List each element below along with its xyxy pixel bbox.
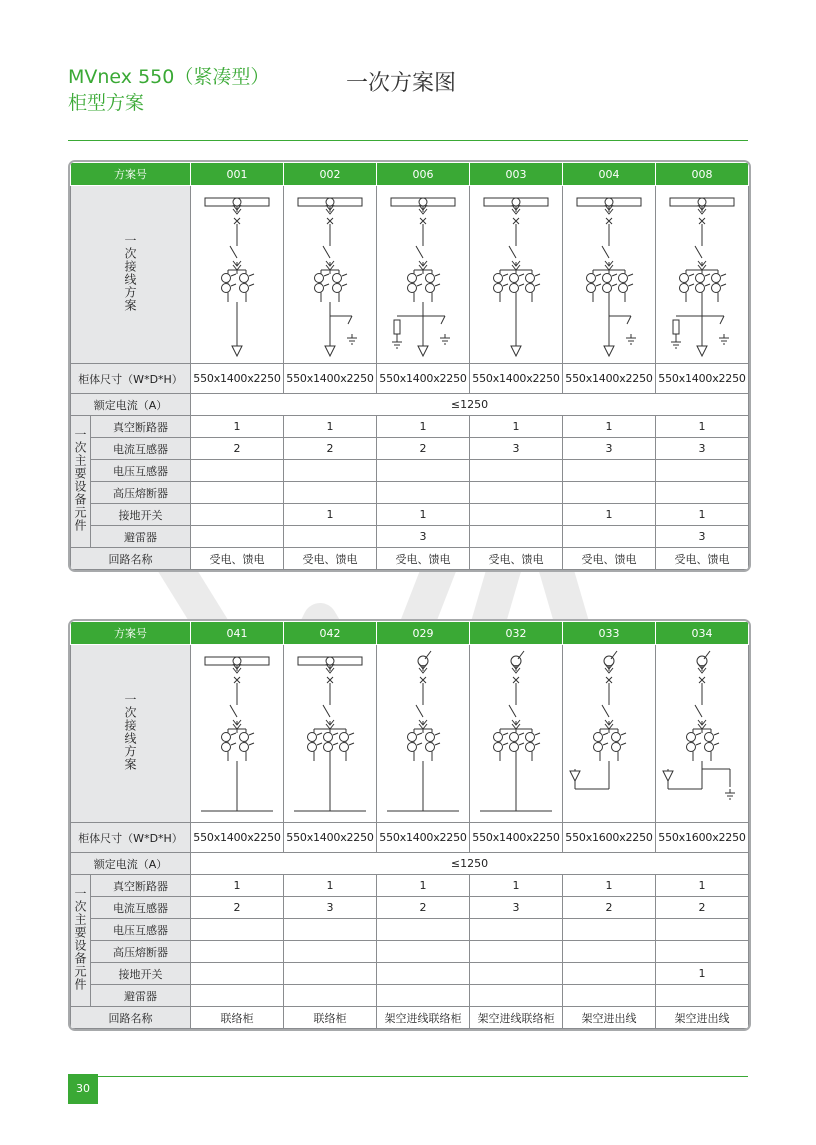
vacuum-breaker-label: 真空断路器	[91, 875, 191, 897]
rated-current-label: 额定电流（A）	[71, 394, 191, 416]
hv-fuse-qty	[656, 941, 749, 963]
scheme-table-1	[68, 160, 751, 572]
component-row	[71, 919, 749, 941]
component-row	[71, 504, 749, 526]
hv-fuse-qty	[377, 941, 470, 963]
circuit-name: 受电、馈电	[656, 548, 749, 570]
hv-fuse-qty	[470, 941, 563, 963]
vacuum-breaker-qty: 1	[377, 416, 470, 438]
surge-arrester-qty	[656, 985, 749, 1007]
vacuum-breaker-qty: 1	[377, 875, 470, 897]
single-line-diagram	[470, 186, 563, 364]
component-row	[71, 460, 749, 482]
dimensions-value: 550x1600x2250	[656, 823, 749, 853]
current-transformer-qty: 2	[284, 438, 377, 460]
voltage-transformer-qty	[377, 919, 470, 941]
rated-current-row	[71, 394, 749, 416]
diagram-label-cell	[71, 645, 191, 823]
single-line-diagram	[377, 645, 470, 823]
page-number: 30	[68, 1074, 98, 1104]
hv-fuse-qty	[191, 482, 284, 504]
surge-arrester-qty	[191, 526, 284, 548]
vacuum-breaker-qty: 1	[470, 416, 563, 438]
circuit-name-row	[71, 1007, 749, 1029]
dimensions-label: 柜体尺寸（W*D*H）	[71, 364, 191, 394]
diagram-svg	[565, 190, 653, 360]
rated-current-value: ≤1250	[191, 853, 749, 875]
earthing-switch-label: 接地开关	[91, 963, 191, 985]
current-transformer-qty: 3	[470, 897, 563, 919]
surge-arrester-qty	[563, 985, 656, 1007]
current-transformer-qty: 3	[284, 897, 377, 919]
current-transformer-qty: 2	[563, 897, 656, 919]
earthing-switch-qty	[563, 963, 656, 985]
scheme-no: 008	[656, 163, 749, 186]
scheme-no-label: 方案号	[71, 622, 191, 645]
current-transformer-qty: 2	[191, 897, 284, 919]
component-row	[71, 941, 749, 963]
earthing-switch-qty	[470, 963, 563, 985]
vacuum-breaker-label: 真空断路器	[91, 416, 191, 438]
diagram-svg	[379, 190, 467, 360]
voltage-transformer-qty	[191, 919, 284, 941]
current-transformer-qty: 2	[377, 897, 470, 919]
surge-arrester-label: 避雷器	[91, 526, 191, 548]
component-row	[71, 963, 749, 985]
hv-fuse-label: 高压熔断器	[91, 482, 191, 504]
voltage-transformer-qty	[563, 919, 656, 941]
vacuum-breaker-qty: 1	[563, 875, 656, 897]
diagram-row	[71, 645, 749, 823]
surge-arrester-qty	[470, 526, 563, 548]
scheme-grid	[70, 162, 749, 570]
rated-current-row	[71, 853, 749, 875]
surge-arrester-qty	[284, 985, 377, 1007]
scheme-no: 004	[563, 163, 656, 186]
dimensions-value: 550x1400x2250	[284, 364, 377, 394]
voltage-transformer-qty	[656, 460, 749, 482]
component-row	[71, 482, 749, 504]
dimensions-value: 550x1400x2250	[470, 823, 563, 853]
diagram-svg	[286, 190, 374, 360]
earthing-switch-qty: 1	[656, 504, 749, 526]
earthing-switch-qty	[191, 504, 284, 526]
scheme-no: 003	[470, 163, 563, 186]
circuit-name: 架空进出线	[563, 1007, 656, 1029]
scheme-no-row	[71, 163, 749, 186]
diagram-row	[71, 186, 749, 364]
earthing-switch-label: 接地开关	[91, 504, 191, 526]
single-line-diagram	[377, 186, 470, 364]
components-group-label: 一次主要设备元件	[73, 887, 87, 991]
diagram-svg	[565, 649, 653, 819]
vacuum-breaker-qty: 1	[470, 875, 563, 897]
dimensions-row	[71, 823, 749, 853]
circuit-name-label: 回路名称	[71, 548, 191, 570]
vacuum-breaker-qty: 1	[656, 416, 749, 438]
current-transformer-qty: 2	[377, 438, 470, 460]
footer-divider	[98, 1076, 748, 1077]
hv-fuse-qty	[563, 482, 656, 504]
diagram-label: 一次接线方案	[123, 693, 137, 771]
voltage-transformer-qty	[284, 460, 377, 482]
scheme-no: 006	[377, 163, 470, 186]
voltage-transformer-label: 电压互感器	[91, 919, 191, 941]
current-transformer-qty: 3	[656, 438, 749, 460]
single-line-diagram	[563, 186, 656, 364]
diagram-svg	[193, 190, 281, 360]
dimensions-value: 550x1400x2250	[656, 364, 749, 394]
diagram-svg	[286, 649, 374, 819]
component-row	[71, 897, 749, 919]
earthing-switch-qty: 1	[656, 963, 749, 985]
hv-fuse-qty	[284, 941, 377, 963]
components-group-cell	[71, 875, 91, 1007]
circuit-name-label: 回路名称	[71, 1007, 191, 1029]
header-divider	[68, 140, 748, 141]
rated-current-label: 额定电流（A）	[71, 853, 191, 875]
circuit-name: 架空进出线	[656, 1007, 749, 1029]
rated-current-value: ≤1250	[191, 394, 749, 416]
dimensions-value: 550x1400x2250	[191, 364, 284, 394]
earthing-switch-qty	[470, 504, 563, 526]
voltage-transformer-qty	[377, 460, 470, 482]
dimensions-value: 550x1400x2250	[563, 364, 656, 394]
earthing-switch-qty: 1	[563, 504, 656, 526]
component-row	[71, 438, 749, 460]
surge-arrester-qty	[470, 985, 563, 1007]
diagram-svg	[472, 649, 560, 819]
diagram-svg	[658, 190, 746, 360]
vacuum-breaker-qty: 1	[563, 416, 656, 438]
surge-arrester-label: 避雷器	[91, 985, 191, 1007]
voltage-transformer-qty	[284, 919, 377, 941]
scheme-no: 042	[284, 622, 377, 645]
scheme-no: 029	[377, 622, 470, 645]
dimensions-value: 550x1400x2250	[191, 823, 284, 853]
single-line-diagram	[656, 186, 749, 364]
hv-fuse-qty	[656, 482, 749, 504]
circuit-name: 受电、馈电	[284, 548, 377, 570]
current-transformer-qty: 2	[656, 897, 749, 919]
scheme-no: 041	[191, 622, 284, 645]
earthing-switch-qty: 1	[284, 504, 377, 526]
components-group-label: 一次主要设备元件	[73, 428, 87, 532]
dimensions-row	[71, 364, 749, 394]
diagram-svg	[193, 649, 281, 819]
diagram-label: 一次接线方案	[123, 234, 137, 312]
hv-fuse-qty	[191, 941, 284, 963]
hv-fuse-label: 高压熔断器	[91, 941, 191, 963]
current-transformer-label: 电流互感器	[91, 897, 191, 919]
scheme-no: 034	[656, 622, 749, 645]
earthing-switch-qty: 1	[377, 504, 470, 526]
current-transformer-qty: 2	[191, 438, 284, 460]
circuit-name: 联络柜	[284, 1007, 377, 1029]
hv-fuse-qty	[377, 482, 470, 504]
vacuum-breaker-qty: 1	[284, 416, 377, 438]
circuit-name-row	[71, 548, 749, 570]
scheme-no: 001	[191, 163, 284, 186]
dimensions-label: 柜体尺寸（W*D*H）	[71, 823, 191, 853]
dimensions-value: 550x1400x2250	[377, 823, 470, 853]
surge-arrester-qty	[377, 985, 470, 1007]
hv-fuse-qty	[284, 482, 377, 504]
single-line-diagram	[284, 186, 377, 364]
components-group-cell	[71, 416, 91, 548]
earthing-switch-qty	[284, 963, 377, 985]
circuit-name: 受电、馈电	[191, 548, 284, 570]
doc-title-line2: 柜型方案	[68, 92, 145, 114]
single-line-diagram	[470, 645, 563, 823]
voltage-transformer-qty	[470, 919, 563, 941]
surge-arrester-qty	[284, 526, 377, 548]
hv-fuse-qty	[563, 941, 656, 963]
earthing-switch-qty	[191, 963, 284, 985]
dimensions-value: 550x1400x2250	[377, 364, 470, 394]
circuit-name: 架空进线联络柜	[470, 1007, 563, 1029]
vacuum-breaker-qty: 1	[284, 875, 377, 897]
single-line-diagram	[284, 645, 377, 823]
surge-arrester-qty	[563, 526, 656, 548]
vacuum-breaker-qty: 1	[191, 416, 284, 438]
circuit-name: 联络柜	[191, 1007, 284, 1029]
single-line-diagram	[191, 186, 284, 364]
scheme-no-label: 方案号	[71, 163, 191, 186]
current-transformer-qty: 3	[470, 438, 563, 460]
diagram-label-cell	[71, 186, 191, 364]
voltage-transformer-qty	[191, 460, 284, 482]
surge-arrester-qty	[191, 985, 284, 1007]
dimensions-value: 550x1400x2250	[284, 823, 377, 853]
scheme-no-row	[71, 622, 749, 645]
current-transformer-label: 电流互感器	[91, 438, 191, 460]
doc-title	[68, 64, 269, 116]
voltage-transformer-qty	[470, 460, 563, 482]
voltage-transformer-label: 电压互感器	[91, 460, 191, 482]
component-row	[71, 526, 749, 548]
surge-arrester-qty: 3	[377, 526, 470, 548]
diagram-svg	[472, 190, 560, 360]
scheme-grid	[70, 621, 749, 1029]
dimensions-value: 550x1600x2250	[563, 823, 656, 853]
doc-subtitle: 一次方案图	[346, 71, 457, 96]
diagram-svg	[379, 649, 467, 819]
scheme-table-2	[68, 619, 751, 1031]
vacuum-breaker-qty: 1	[656, 875, 749, 897]
component-row	[71, 416, 749, 438]
scheme-no: 032	[470, 622, 563, 645]
single-line-diagram	[563, 645, 656, 823]
scheme-no: 002	[284, 163, 377, 186]
voltage-transformer-qty	[563, 460, 656, 482]
scheme-no: 033	[563, 622, 656, 645]
hv-fuse-qty	[470, 482, 563, 504]
component-row	[71, 875, 749, 897]
voltage-transformer-qty	[656, 919, 749, 941]
diagram-svg	[658, 649, 746, 819]
single-line-diagram	[191, 645, 284, 823]
circuit-name: 架空进线联络柜	[377, 1007, 470, 1029]
doc-title-line1: MVnex 550（紧凑型）	[68, 66, 270, 88]
surge-arrester-qty: 3	[656, 526, 749, 548]
single-line-diagram	[656, 645, 749, 823]
current-transformer-qty: 3	[563, 438, 656, 460]
dimensions-value: 550x1400x2250	[470, 364, 563, 394]
circuit-name: 受电、馈电	[470, 548, 563, 570]
circuit-name: 受电、馈电	[563, 548, 656, 570]
circuit-name: 受电、馈电	[377, 548, 470, 570]
component-row	[71, 985, 749, 1007]
earthing-switch-qty	[377, 963, 470, 985]
vacuum-breaker-qty: 1	[191, 875, 284, 897]
